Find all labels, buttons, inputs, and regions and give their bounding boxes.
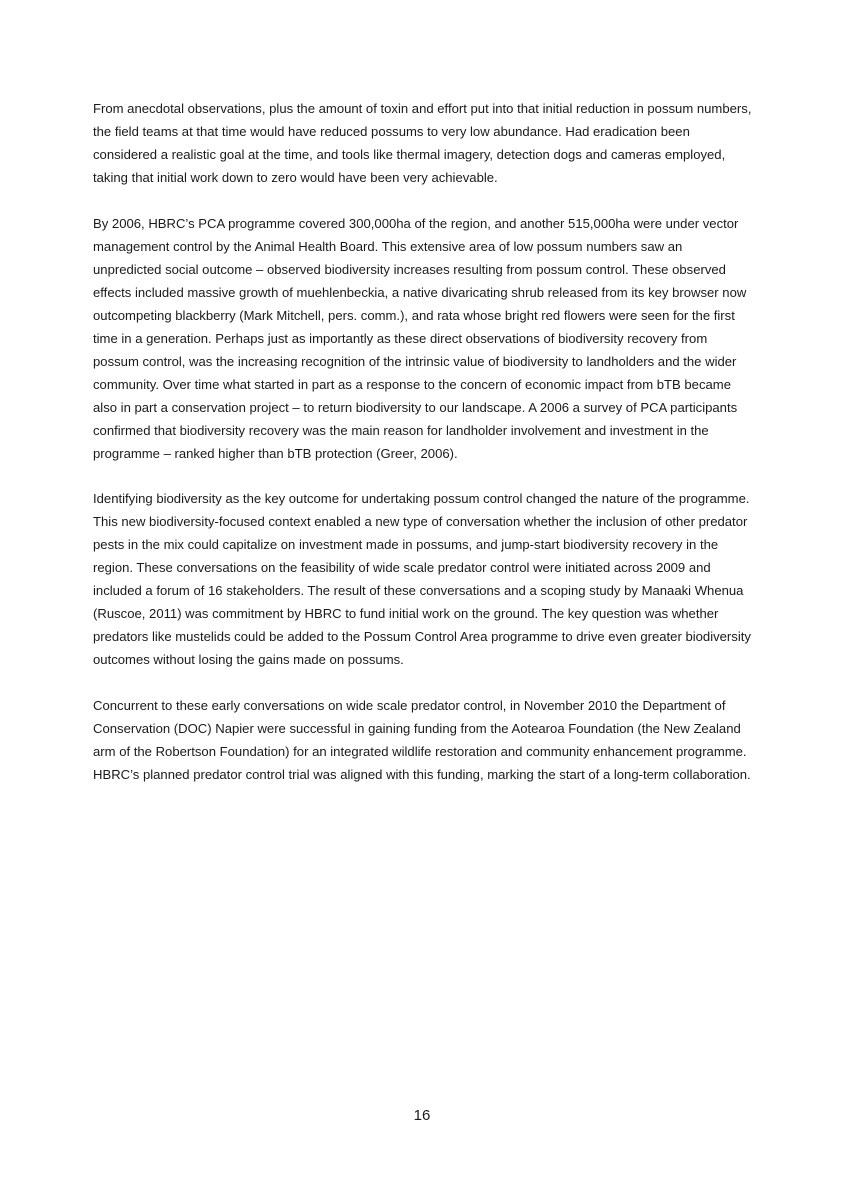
- paragraph-3: Identifying biodiversity as the key outcome for undertaking possum control changed the nature of the programme. This new biodiversity-focused context enabled a new type of conversation whether the inclusion of other predator pests in the mix could capitalize on investment made in possums, and jump-start biodiversity recovery in the region. These conversations on the feasibility of wide scale predator control were initiated across 2009 and included a forum of 16 stakeholders. The result of these conversations and a scoping study by Manaaki Whenua (Ruscoe, 2011) was commitment by HBRC to fund initial work on the ground. The key question was whether predators like mustelids could be added to the Possum Control Area programme to drive even greater biodiversity outcomes without losing the gains made on possums.: [93, 491, 751, 667]
- page-number: 16: [413, 1107, 431, 1124]
- paragraph-4: Concurrent to these early conversations on wide scale predator control, in November 2010 the Department of Conservation (DOC) Napier were successful in gaining funding from the Aotearoa Foundation (the New Zealand arm of the Robertson Foundation) for an integrated wildlife restoration and community enhancement programme. HBRC’s planned predator control trial was aligned with this funding, marking the start of a long-term collaboration.: [93, 697, 751, 782]
- body-text: [93, 97, 753, 808]
- paragraph-1: From anecdotal observations, plus the amount of toxin and effort put into that initial reduction in possum numbers, the field teams at that time would have reduced possums to very low abundance. Had eradication been considered a realistic goal at the time, and tools like thermal imagery, detection dogs and cameras employed, taking that initial work down to zero would have been very achievable.: [93, 101, 752, 185]
- paragraph-2: By 2006, HBRC’s PCA programme covered 300,000ha of the region, and another 515,000ha were under vector management control by the Animal Health Board. This extensive area of low possum numbers saw an unpredicted social outcome – observed biodiversity increases resulting from possum control. These observed effects included massive growth of muehlenbeckia, a native divaricating shrub released from its key browser now outcompeting blackberry (Mark Mitchell, pers. comm.), and rata whose bright red flowers were seen for the first time in a generation. Perhaps just as importantly as these direct observations of biodiversity recovery from possum control, was the increasing recognition of the intrinsic value of biodiversity to landholders and the wider community. Over time what started in part as a response to the concern of economic impact from bTB became also in part a conservation project – to return biodiversity to our landscape. A 2006 a survey of PCA participants confirmed that biodiversity recovery was the main reason for landholder involvement and investment in the programme – ranked higher than bTB protection (Greer, 2006).: [93, 215, 747, 461]
